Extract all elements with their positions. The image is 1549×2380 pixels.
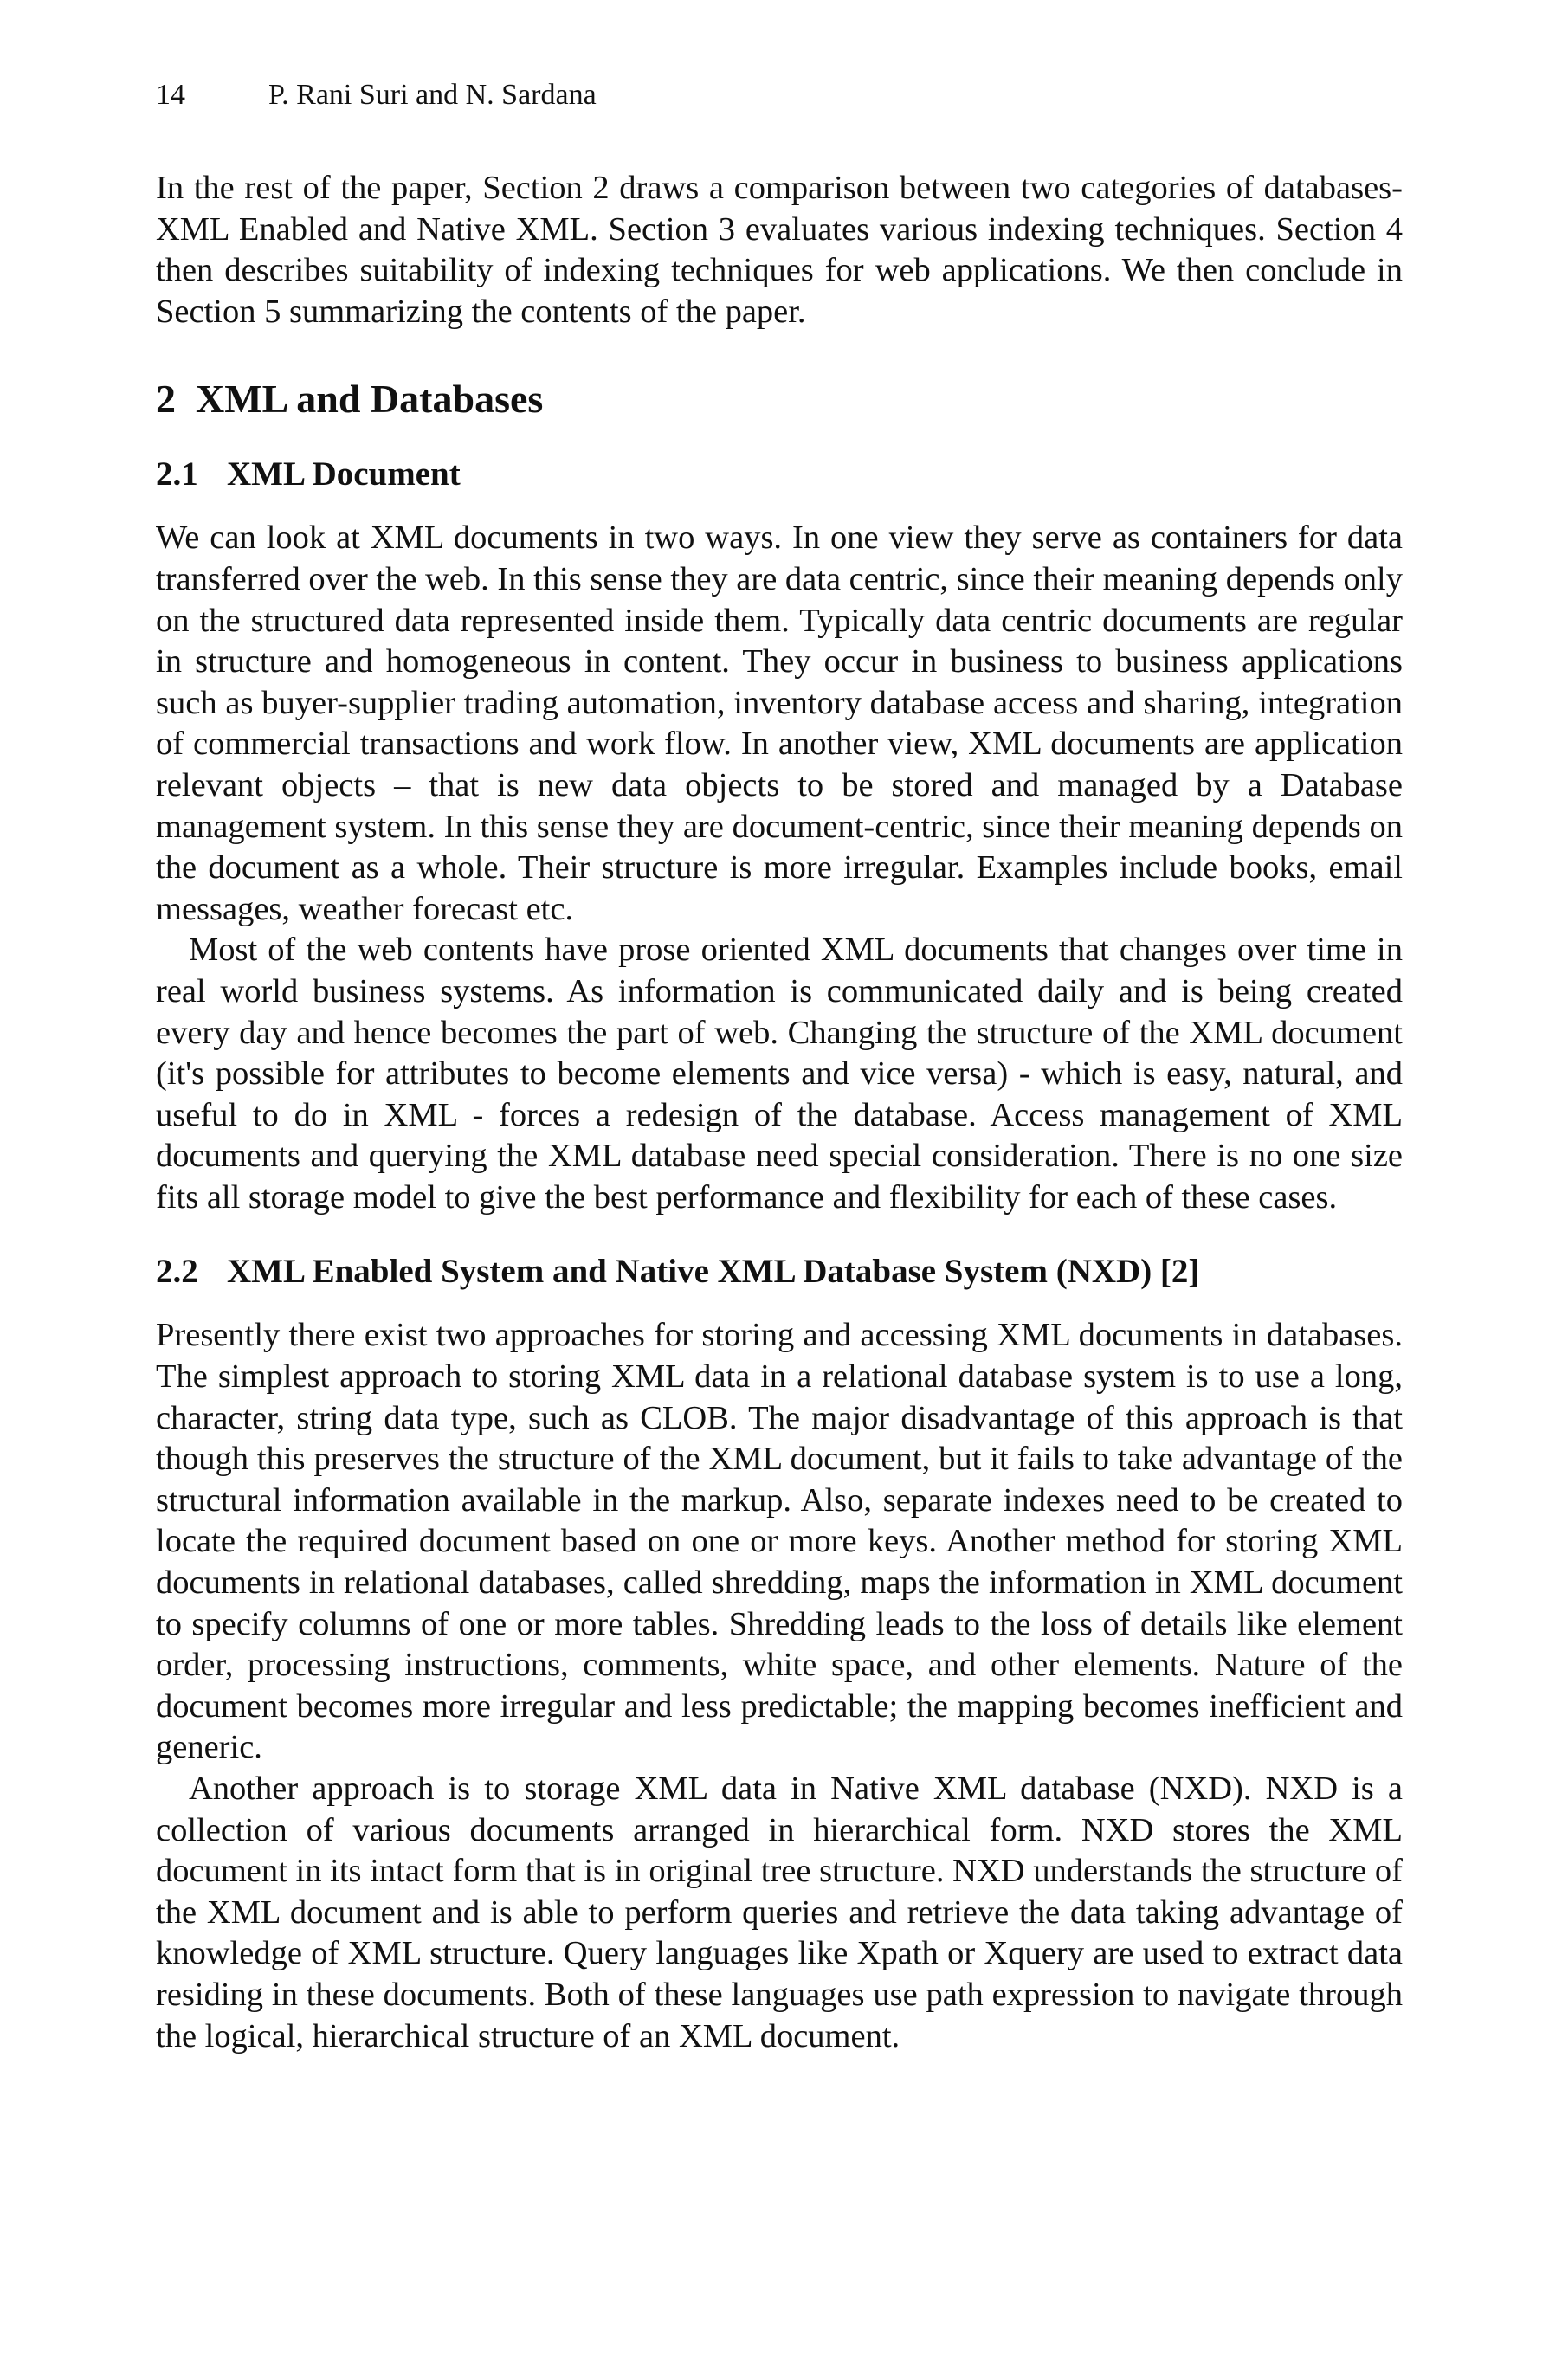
running-head — [156, 78, 1403, 113]
section-2-title: XML and Databases — [196, 377, 544, 422]
intro-paragraph: In the rest of the paper, Section 2 draws a comparison between two categories of databases- XML Enabled and Native XML. Section 3 evaluates various indexing techniques. Section 4 then describes suitability of indexing techniques for web applications. We then conclude in Section 5 summarizing the contents of the paper. — [156, 170, 1403, 330]
section-2-2-title: XML Enabled System and Native XML Database System (NXD) [2] — [227, 1253, 1200, 1291]
section-2-heading — [156, 376, 1403, 422]
running-head-authors: P. Rani Suri and N. Sardana — [268, 79, 597, 111]
section-2-2-heading — [156, 1251, 1403, 1293]
section-2-2-paragraph: Presently there exist two approaches for storing and accessing XML documents in databases. The simplest approach to storing XML data in a relational database system is to use a long, character, string data type, such as CLOB. The major disadvantage of this approach is that though this preserves the structure of the XML document, but it fails to take advantage of the structural information available in the markup. Also, separate indexes need to be created to locate the required document based on one or more keys. Another method for storing XML documents in relational databases, called shredding, maps the information in XML document to specify columns of one or more tables. Shredding leads to the loss of details like element order, processing instructions, comments, white space, and other elements. Nature of the document becomes more irregular and less predictable; the mapping becomes inefficient and generic. — [156, 1317, 1403, 1766]
section-2-1-paragraph: Most of the web contents have prose oriented XML documents that changes over time in real world business systems. As information is communicated daily and is being created every day and hence becomes the part of web. Changing the structure of the XML document (it's possible for attributes to become elements and vice versa) - which is easy, natural, and useful to do in XML - forces a redesign of the database. Access management of XML documents and querying the XML database need special consideration. There is no one size fits all storage model to give the best performance and flexibility for each of these cases. — [156, 932, 1403, 1216]
section-2-1-title: XML Document — [227, 455, 461, 493]
paper-page — [156, 78, 1403, 2057]
section-2-1-heading — [156, 454, 1403, 495]
section-2-1-paragraph: We can look at XML documents in two ways. In one view they serve as containers for data transferred over the web. In this sense they are data centric, since their meaning depends only on the structured data represented inside them. Typically data centric documents are regular in structure and homogeneous in content. They occur in business to business applications such as buyer-supplier trading automation, inventory database access and sharing, integration of commercial transactions and work flow. In another view, XML documents are application relevant objects – that is new data objects to be stored and managed by a Database management system. In this sense they are document-centric, since their meaning depends on the document as a whole. Their structure is more irregular. Examples include books, email messages, weather forecast etc. — [156, 519, 1403, 927]
section-2-number: 2 — [156, 377, 176, 422]
section-2-1-number: 2.1 — [156, 455, 198, 493]
page-number: 14 — [156, 79, 185, 111]
section-2-2-number: 2.2 — [156, 1253, 198, 1291]
section-2-2-paragraph: Another approach is to storage XML data in Native XML database (NXD). NXD is a collection of various documents arranged in hierarchical form. NXD stores the XML document in its intact form that is in original tree structure. NXD understands the structure of the XML document and is able to perform queries and retrieve the data taking advantage of knowledge of XML structure. Query languages like Xpath or Xquery are used to extract data residing in these documents. Both of these languages use path expression to navigate through the logical, hierarchical structure of an XML document. — [156, 1770, 1403, 2054]
